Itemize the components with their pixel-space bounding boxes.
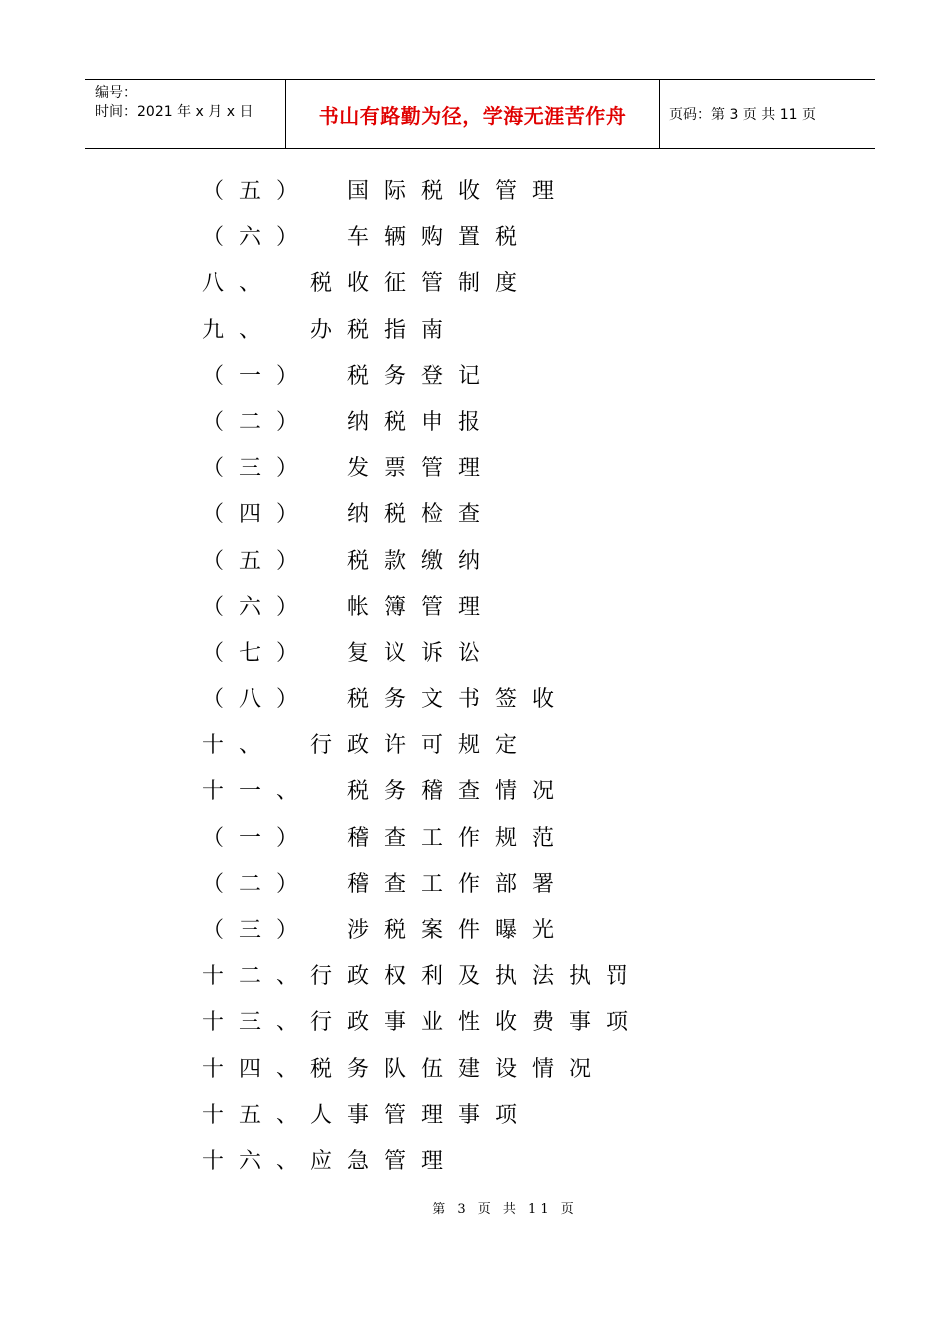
toc-entry-title: 行政权利及执法执罚 bbox=[310, 964, 644, 990]
toc-entry bbox=[0, 586, 950, 632]
toc-entry bbox=[0, 540, 950, 586]
toc-entry bbox=[0, 724, 950, 770]
toc-entry bbox=[0, 1094, 950, 1140]
toc-entry-title: 帐簿管理 bbox=[347, 594, 496, 620]
toc-entry bbox=[0, 401, 950, 447]
toc-entry-title: 国际税收管理 bbox=[347, 179, 570, 204]
toc-entry-title: 纳税申报 bbox=[347, 409, 496, 435]
toc-entry-title: 涉税案件曝光 bbox=[347, 918, 570, 943]
toc-entry-number: （二） bbox=[202, 409, 314, 435]
toc-entry bbox=[0, 216, 950, 262]
toc-entry bbox=[0, 1001, 950, 1047]
toc-entry-number: （三） bbox=[202, 456, 314, 482]
toc-entry-title: 人事管理事项 bbox=[310, 1102, 533, 1128]
toc-entry-title: 税款缴纳 bbox=[347, 548, 496, 574]
toc-entry-number: （一） bbox=[202, 825, 314, 851]
toc-entry-title: 税务稽查情况 bbox=[347, 779, 570, 805]
toc-entry-title: 税务队伍建设情况 bbox=[310, 1056, 607, 1082]
toc-entry bbox=[0, 817, 950, 863]
toc-entry bbox=[0, 170, 950, 216]
toc-entry-number: 十、 bbox=[202, 733, 277, 759]
toc-entry-number: 十五、 bbox=[202, 1102, 314, 1128]
toc-entry-number: 十一、 bbox=[202, 779, 314, 805]
header-meta bbox=[95, 84, 253, 122]
toc-entry-number: （七） bbox=[202, 640, 314, 666]
page-footer: 第 3 页 共 11 页 bbox=[432, 1202, 578, 1217]
toc-entry-number: （五） bbox=[202, 548, 314, 574]
toc-entry bbox=[0, 955, 950, 1001]
toc-entry-title: 行政事业性收费事项 bbox=[310, 1010, 644, 1036]
toc-entry-number: （三） bbox=[202, 918, 314, 943]
table-of-contents bbox=[0, 170, 950, 1186]
toc-entry-number: 十四、 bbox=[202, 1056, 314, 1082]
toc-entry-title: 发票管理 bbox=[347, 456, 496, 482]
toc-entry-title: 复议诉讼 bbox=[347, 640, 496, 666]
toc-entry-number: （六） bbox=[202, 225, 314, 251]
toc-entry-number: （二） bbox=[202, 871, 314, 897]
toc-entry-title: 车辆购置税 bbox=[347, 225, 533, 251]
toc-entry-title: 纳税检查 bbox=[347, 502, 496, 528]
toc-entry bbox=[0, 309, 950, 355]
header-motto: 书山有路勤为径，学海无涯苦作舟 bbox=[318, 103, 627, 128]
toc-entry-number: （六） bbox=[202, 594, 314, 620]
toc-entry-number: 十二、 bbox=[202, 964, 314, 990]
toc-entry bbox=[0, 493, 950, 539]
toc-entry-number: 十六、 bbox=[202, 1148, 314, 1174]
toc-entry bbox=[0, 770, 950, 816]
header-page-label: 页码：第 3 页 共 11 页 bbox=[669, 107, 816, 123]
toc-entry bbox=[0, 355, 950, 401]
toc-entry-title: 税务登记 bbox=[347, 363, 496, 389]
toc-entry-number: 八、 bbox=[202, 271, 277, 297]
toc-entry bbox=[0, 1140, 950, 1186]
toc-entry bbox=[0, 863, 950, 909]
toc-entry bbox=[0, 447, 950, 493]
toc-entry bbox=[0, 632, 950, 678]
toc-entry-title: 行政许可规定 bbox=[310, 733, 533, 759]
toc-entry-title: 办税指南 bbox=[310, 317, 459, 343]
toc-entry-number: （八） bbox=[202, 687, 314, 713]
toc-entry-title: 应急管理 bbox=[310, 1148, 459, 1174]
document-number-label: 编号： bbox=[95, 85, 137, 101]
header-divider bbox=[659, 80, 660, 148]
toc-entry-number: （五） bbox=[202, 179, 314, 204]
toc-entry-number: 十三、 bbox=[202, 1010, 314, 1036]
toc-entry bbox=[0, 1048, 950, 1094]
toc-entry-number: 九、 bbox=[202, 317, 277, 343]
document-time-label: 时间：2021 年 x 月 x 日 bbox=[95, 104, 254, 120]
toc-entry bbox=[0, 909, 950, 955]
toc-entry-title: 税收征管制度 bbox=[310, 271, 533, 297]
toc-entry-title: 稽查工作规范 bbox=[347, 825, 570, 851]
toc-entry-number: （四） bbox=[202, 502, 314, 528]
toc-entry-number: （一） bbox=[202, 363, 314, 389]
toc-entry-title: 稽查工作部署 bbox=[347, 871, 570, 897]
toc-entry bbox=[0, 262, 950, 308]
toc-entry-title: 税务文书签收 bbox=[347, 687, 570, 713]
toc-entry bbox=[0, 678, 950, 724]
document-header bbox=[85, 79, 875, 149]
